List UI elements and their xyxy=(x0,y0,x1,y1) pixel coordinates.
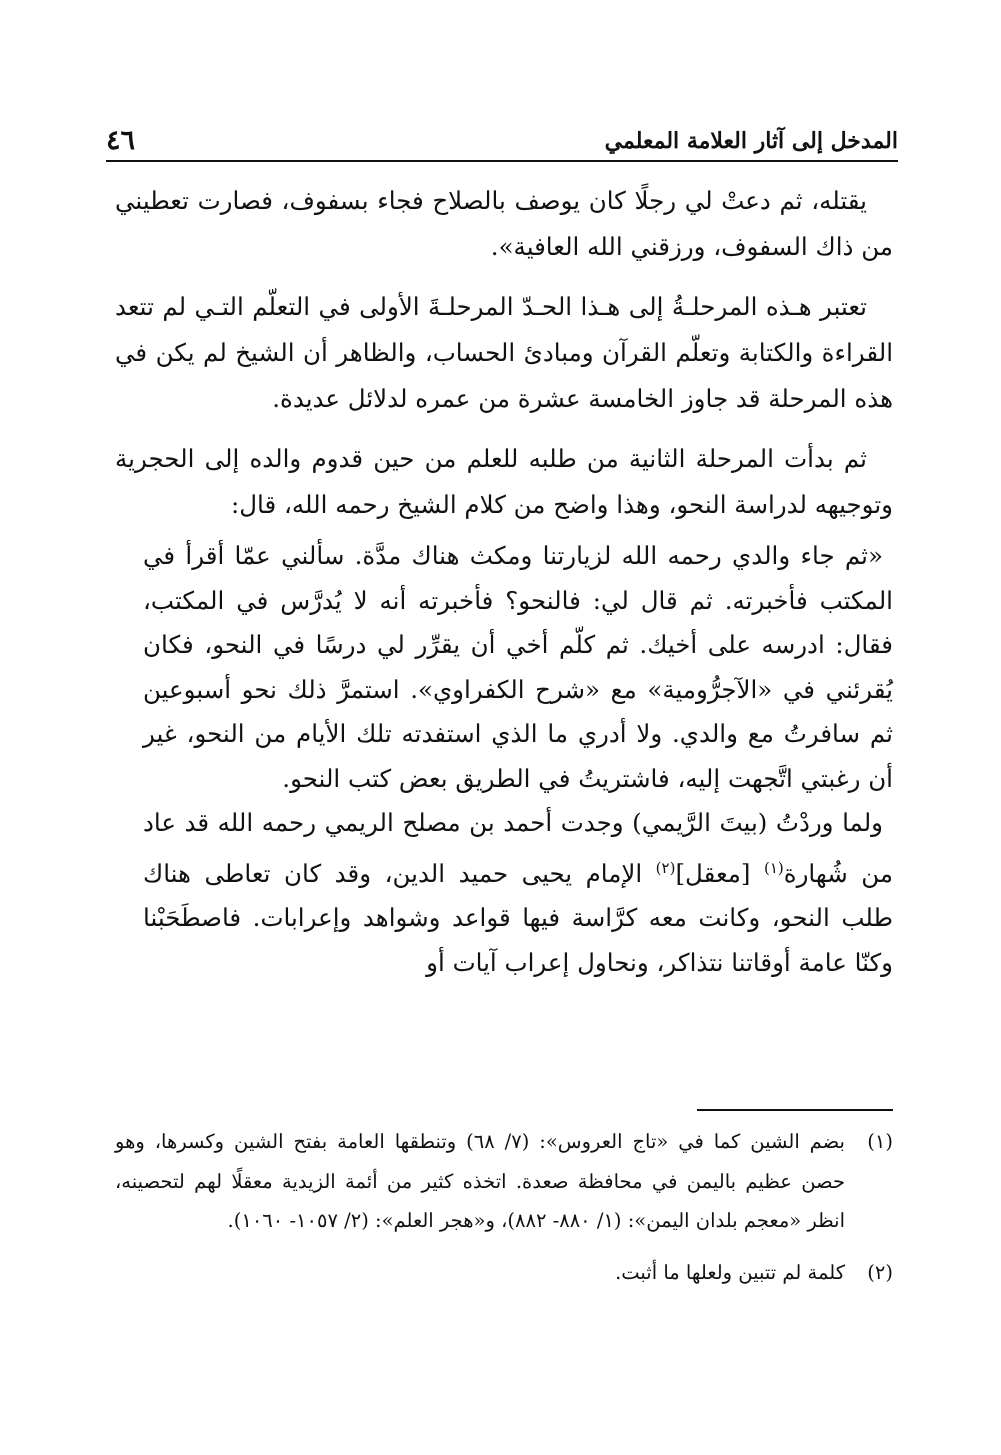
page-header xyxy=(106,122,898,156)
quotation-paragraph-1: «ثم جاء والدي رحمه الله لزيارتنا ومكث هناك مدَّة. سألني عمّا أقرأ في المكتب فأخبرته. ثم قال لي: فالنحو؟ فأخبرته أنه لا يُدرَّس في المكتب، فقال: ادرسه على أخيك. ثم كلّم أخي أن يقرِّر لي درسًا في النحو، فكان يُقرئني في «الآجرُّومية» مع «شرح الكفراوي». استمرَّ ذلك نحو أسبوعين ثم سافرتُ مع والدي. ولا أدري ما الذي استفدته تلك الأيام من النحو، غير أن رغبتي اتَّجهت إليه، فاشتريتُ في الطريق بعض كتب النحو. xyxy=(143,541,893,793)
footnote-number: (١) xyxy=(867,1130,893,1153)
footnote-number: (٢) xyxy=(867,1260,893,1284)
footnote-ref-1[interactable]: (١) xyxy=(763,858,784,877)
footnotes xyxy=(115,1122,893,1292)
footnote-divider xyxy=(697,1109,893,1111)
footnote-text: بضم الشين كما في «تاج العروس»: (٧/ ٦٨) وتنطقها العامة بفتح الشين وكسرها، وهو حصن عظيم باليمن في محافظة صعدة. اتخذه كثير من أئمة الزيدية معقلًا لهم لتحصينه، انظر «معجم بلدان اليمن»: (١/ ٨٨٠- ٨٨٢)، و«هجر العلم»: (٢/ ١٠٥٧- ١٠٦٠). xyxy=(115,1130,845,1232)
paragraph-1: يقتله، ثم دعتْ لي رجلًا كان يوصف بالصلاح فجاء بسفوف، فصارت تعطيني من ذاك السفوف، ورزقني الله العافية». xyxy=(115,186,893,261)
quotation-text-1: ولما وردْتُ (بيتَ الرَّيمي) وجدت أحمد بن مصلح الريمي رحمه الله قد عاد من شُهارة xyxy=(143,808,894,888)
quotation-paragraph-2 xyxy=(115,801,893,985)
footnote-text: كلمة لم تتبين ولعلها ما أثبت. xyxy=(615,1260,845,1284)
page-number: ٤٦ xyxy=(106,125,136,156)
running-title: المدخل إلى آثار العلامة المعلمي xyxy=(604,128,898,154)
main-text xyxy=(115,178,893,985)
footnote-ref-2[interactable]: (٢) xyxy=(655,858,676,877)
quotation-text-3: الإمام يحيى حميد الدين، وقد كان تعاطى هناك طلب النحو، وكانت معه كرَّاسة فيها قواعد وشواهد وإعرابات. فاصطَحَبْنا وكنّا عامة أوقاتنا نتذاكر، ونحاول إعراب آيات أو xyxy=(143,858,893,977)
paragraph-3: ثم بدأت المرحلة الثانية من طلبه للعلم من حين قدوم والده إلى الحجرية وتوجيهه لدراسة النحو، وهذا واضح من كلام الشيخ رحمه الله، قال: xyxy=(115,444,893,519)
footnote-2 xyxy=(115,1253,893,1293)
footnote-1 xyxy=(115,1122,893,1241)
quotation-text-2: [معقل] xyxy=(675,858,764,888)
paragraph-2: تعتبر هـذه المرحلـةُ إلى هـذا الحـدّ المرحلـةَ الأولى في التعلّم التـي لم تتعد القراءة والكتابة وتعلّم القرآن ومبادئ الحساب، والظاهر أن الشيخ لم يكن في هذه المرحلة قد جاوز الخامسة عشرة من عمره لدلائل عديدة. xyxy=(115,292,893,413)
header-divider xyxy=(106,160,898,162)
